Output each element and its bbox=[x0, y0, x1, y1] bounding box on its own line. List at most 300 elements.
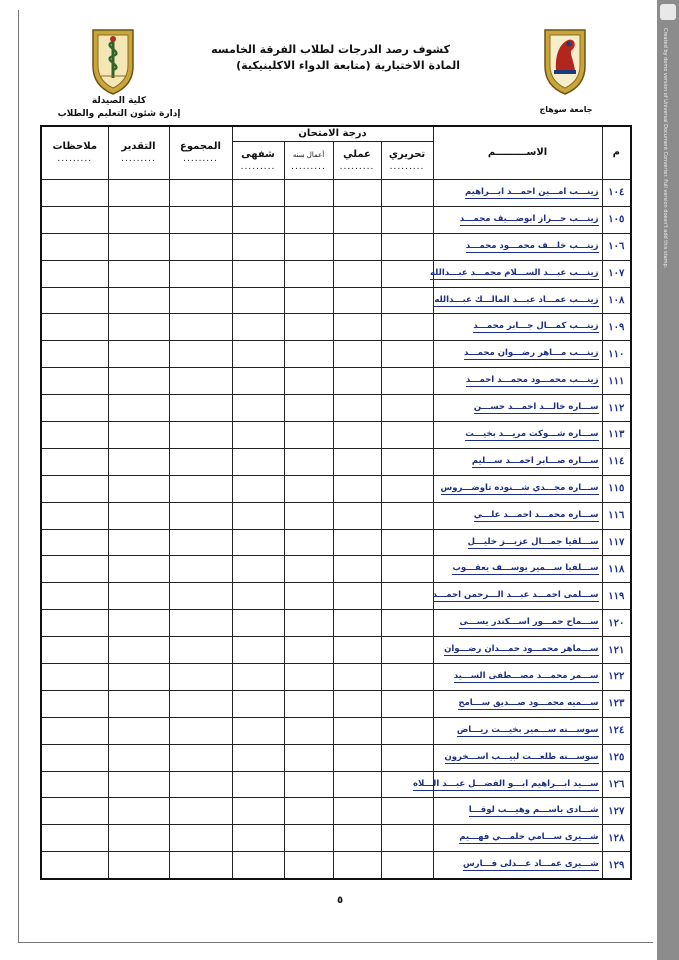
notes-cell bbox=[41, 502, 108, 529]
oral-cell bbox=[232, 637, 284, 664]
grade-cell bbox=[108, 395, 169, 422]
written-cell bbox=[381, 798, 433, 825]
practical-cell bbox=[333, 448, 381, 475]
student-name: ســـاره محمـــد احمـــد علـــي bbox=[473, 509, 599, 520]
table-row bbox=[41, 744, 631, 771]
total-cell bbox=[169, 664, 232, 691]
student-name: زينـــب مـــاهر رضـــوان محمـــد bbox=[464, 348, 599, 359]
student-name-cell bbox=[433, 475, 602, 502]
table-row bbox=[41, 852, 631, 879]
student-name: شـــيرى عمـــاد عـــدلى فـــارس bbox=[462, 859, 599, 870]
written-cell bbox=[381, 852, 433, 879]
written-cell bbox=[381, 583, 433, 610]
student-name-cell bbox=[433, 852, 602, 879]
row-number: ١١٥ bbox=[602, 475, 631, 502]
student-name: زينـــب عمـــاد عبـــد المالـــك عبـــدالله bbox=[434, 294, 599, 305]
notes-cell bbox=[41, 368, 108, 395]
practical-cell bbox=[333, 260, 381, 287]
total-cell bbox=[169, 556, 232, 583]
notes-cell bbox=[41, 852, 108, 879]
table-row bbox=[41, 556, 631, 583]
notes-cell bbox=[41, 583, 108, 610]
grades-table bbox=[40, 125, 632, 880]
scanner-watermark-text: Created by demo version of Universal Document Converter. Full version doesn't add this stamp. bbox=[662, 28, 668, 269]
student-name: زينـــب امـــين احمـــد ابـــراهيم bbox=[464, 186, 599, 197]
notes-cell bbox=[41, 556, 108, 583]
practical-cell bbox=[333, 206, 381, 233]
row-number: ١١٢ bbox=[602, 395, 631, 422]
student-name-cell bbox=[433, 448, 602, 475]
header-dots: ......... bbox=[389, 161, 425, 172]
page-number: ٥ bbox=[336, 895, 344, 906]
student-name: ســـيد ابـــراهيم ابـــو الفضـــل عبـــد الـــلاه bbox=[412, 778, 599, 789]
practical-cell bbox=[333, 637, 381, 664]
oral-cell bbox=[232, 448, 284, 475]
practical-cell bbox=[333, 690, 381, 717]
grade-cell bbox=[108, 556, 169, 583]
row-number: ١٢٢ bbox=[602, 664, 631, 691]
grade-cell bbox=[108, 583, 169, 610]
year-work-cell bbox=[284, 529, 333, 556]
table-row bbox=[41, 206, 631, 233]
year-work-cell bbox=[284, 341, 333, 368]
written-cell bbox=[381, 341, 433, 368]
student-name-cell bbox=[412, 771, 602, 798]
total-cell bbox=[169, 233, 232, 260]
student-name: زينـــب كمـــال جـــابر محمـــد bbox=[473, 321, 599, 332]
total-cell bbox=[169, 475, 232, 502]
practical-cell bbox=[333, 422, 381, 449]
written-cell bbox=[381, 260, 433, 287]
written-cell bbox=[381, 502, 433, 529]
student-name: سوســـنه طلعـــت لبيـــب اســـخرون bbox=[444, 751, 599, 762]
scanner-logo-icon bbox=[660, 4, 676, 20]
row-number: ١٠٥ bbox=[602, 206, 631, 233]
university-name: جامعة سوهاج bbox=[539, 105, 593, 114]
row-number: ١١١ bbox=[602, 368, 631, 395]
student-name: شـــادى باســـم وهيـــب لوقـــا bbox=[468, 805, 599, 816]
student-name-cell bbox=[433, 637, 602, 664]
table-row bbox=[41, 448, 631, 475]
college-name: كلية الصيدلة bbox=[91, 96, 147, 106]
student-name: زينـــب محمـــود محمـــد احمـــد bbox=[465, 375, 599, 386]
row-number: ١٢١ bbox=[602, 637, 631, 664]
student-name: زينـــب عبـــد الســـلام محمـــد عبـــدالله bbox=[430, 267, 599, 278]
notes-cell bbox=[41, 395, 108, 422]
oral-cell bbox=[232, 368, 284, 395]
year-work-cell bbox=[284, 368, 333, 395]
table-row bbox=[41, 395, 631, 422]
grade-cell bbox=[108, 610, 169, 637]
course-title: المادة الاختيارية (متابعة الدواء الاكلينيكية) bbox=[236, 59, 460, 72]
year-work-cell bbox=[284, 690, 333, 717]
year-work-cell bbox=[284, 771, 333, 798]
total-cell bbox=[169, 180, 232, 207]
student-name-cell bbox=[433, 422, 602, 449]
header-dots: ......... bbox=[339, 161, 375, 172]
notes-cell bbox=[41, 744, 108, 771]
row-number: ١١٧ bbox=[602, 529, 631, 556]
notes-cell bbox=[41, 717, 108, 744]
year-work-cell bbox=[284, 717, 333, 744]
row-number: ١٢٣ bbox=[602, 690, 631, 717]
year-work-cell bbox=[284, 260, 333, 287]
grade-cell bbox=[108, 637, 169, 664]
table-row bbox=[41, 287, 631, 314]
row-number: ١٢٥ bbox=[602, 744, 631, 771]
student-name-cell bbox=[433, 717, 602, 744]
year-work-cell bbox=[284, 206, 333, 233]
oral-cell bbox=[232, 475, 284, 502]
table-row bbox=[41, 260, 631, 287]
written-cell bbox=[381, 206, 433, 233]
year-work-cell bbox=[284, 287, 333, 314]
year-work-cell bbox=[284, 744, 333, 771]
total-cell bbox=[169, 825, 232, 852]
written-cell bbox=[381, 314, 433, 341]
row-number: ١١٣ bbox=[602, 422, 631, 449]
total-cell bbox=[169, 368, 232, 395]
written-cell bbox=[381, 744, 433, 771]
student-name-cell bbox=[433, 233, 602, 260]
total-cell bbox=[169, 287, 232, 314]
notes-cell bbox=[41, 529, 108, 556]
row-number: ١٢٩ bbox=[602, 852, 631, 879]
student-name-cell bbox=[433, 690, 602, 717]
table-row bbox=[41, 529, 631, 556]
student-name: ســـلمى احمـــد عبـــد الـــرحمن احمـــد bbox=[432, 590, 599, 601]
total-cell bbox=[169, 395, 232, 422]
practical-cell bbox=[333, 180, 381, 207]
grade-cell bbox=[108, 690, 169, 717]
header-written: تحريري ......... bbox=[381, 142, 433, 180]
grade-cell bbox=[108, 475, 169, 502]
row-number: ١٢٤ bbox=[602, 717, 631, 744]
oral-cell bbox=[232, 422, 284, 449]
notes-cell bbox=[41, 690, 108, 717]
notes-cell bbox=[41, 233, 108, 260]
practical-cell bbox=[333, 852, 381, 879]
student-name: ســـاره شـــوكت مريـــد بخيـــت bbox=[465, 428, 599, 439]
written-cell bbox=[381, 475, 433, 502]
table-row bbox=[41, 664, 631, 691]
practical-cell bbox=[333, 664, 381, 691]
year-work-cell bbox=[284, 475, 333, 502]
practical-cell bbox=[333, 368, 381, 395]
student-name-cell bbox=[433, 798, 602, 825]
notes-cell bbox=[41, 260, 108, 287]
header-exam-group: درجة الامتحان bbox=[232, 126, 433, 142]
department-name: إدارة شئون التعليم والطلاب bbox=[57, 109, 181, 119]
oral-cell bbox=[232, 206, 284, 233]
row-number: ١٢٧ bbox=[602, 798, 631, 825]
total-cell bbox=[169, 744, 232, 771]
student-name: ســـماح حمـــور اســـكندر يســـى bbox=[459, 617, 599, 628]
written-cell bbox=[381, 287, 433, 314]
row-number: ١٠٨ bbox=[602, 287, 631, 314]
student-name-cell bbox=[433, 180, 602, 207]
table-row bbox=[41, 825, 631, 852]
table-row bbox=[41, 690, 631, 717]
notes-cell bbox=[41, 287, 108, 314]
total-cell bbox=[169, 610, 232, 637]
oral-cell bbox=[232, 395, 284, 422]
grade-cell bbox=[108, 422, 169, 449]
student-name: ســـاره خالـــد احمـــد حســـن bbox=[473, 402, 599, 413]
practical-cell bbox=[333, 771, 381, 798]
year-work-cell bbox=[284, 583, 333, 610]
practical-cell bbox=[333, 314, 381, 341]
table-row bbox=[41, 233, 631, 260]
header-practical: عملي ......... bbox=[333, 142, 381, 180]
grade-cell bbox=[108, 798, 169, 825]
pharmacy-faculty-logo-icon bbox=[87, 26, 139, 96]
total-cell bbox=[169, 771, 232, 798]
oral-cell bbox=[232, 744, 284, 771]
table-row bbox=[41, 314, 631, 341]
practical-cell bbox=[333, 556, 381, 583]
student-name: شـــيرى ســـامي حلمـــي فهـــيم bbox=[459, 832, 599, 843]
grade-cell bbox=[108, 314, 169, 341]
total-cell bbox=[169, 852, 232, 879]
table-row bbox=[41, 637, 631, 664]
grade-cell bbox=[108, 529, 169, 556]
student-name-cell bbox=[433, 556, 602, 583]
oral-cell bbox=[232, 664, 284, 691]
practical-cell bbox=[333, 798, 381, 825]
row-number: ١٠٦ bbox=[602, 233, 631, 260]
written-cell bbox=[381, 664, 433, 691]
student-name: ســـاره مجـــدي شـــنوده تاوضـــروس bbox=[440, 482, 599, 493]
practical-cell bbox=[333, 529, 381, 556]
notes-cell bbox=[41, 341, 108, 368]
student-name-cell bbox=[433, 744, 602, 771]
student-name: سوســـنه ســـمير بخيـــت ريـــاض bbox=[456, 724, 599, 735]
student-name-cell bbox=[433, 502, 602, 529]
notes-cell bbox=[41, 180, 108, 207]
row-number: ١٠٤ bbox=[602, 180, 631, 207]
total-cell bbox=[169, 448, 232, 475]
total-cell bbox=[169, 314, 232, 341]
scanner-side-strip bbox=[657, 0, 679, 960]
year-work-cell bbox=[284, 502, 333, 529]
year-work-cell bbox=[284, 314, 333, 341]
oral-cell bbox=[232, 798, 284, 825]
oral-cell bbox=[232, 341, 284, 368]
practical-cell bbox=[333, 583, 381, 610]
practical-cell bbox=[333, 233, 381, 260]
oral-cell bbox=[232, 852, 284, 879]
oral-cell bbox=[232, 529, 284, 556]
student-name-cell bbox=[433, 395, 602, 422]
total-cell bbox=[169, 502, 232, 529]
table-row bbox=[41, 475, 631, 502]
table-row bbox=[41, 771, 631, 798]
grade-cell bbox=[108, 233, 169, 260]
student-name: زينـــب حـــراز ابوضـــيف محمـــد bbox=[459, 213, 599, 224]
student-name-cell bbox=[433, 368, 602, 395]
student-name: ســـاره صـــابر احمـــد ســـليم bbox=[471, 455, 599, 466]
written-cell bbox=[381, 690, 433, 717]
practical-cell bbox=[333, 502, 381, 529]
student-name-cell bbox=[433, 610, 602, 637]
table-row bbox=[41, 502, 631, 529]
grade-cell bbox=[108, 664, 169, 691]
oral-cell bbox=[232, 717, 284, 744]
year-work-cell bbox=[284, 637, 333, 664]
student-name: زينـــب خلـــف محمـــود محمـــد bbox=[465, 240, 599, 251]
year-work-cell bbox=[284, 852, 333, 879]
student-name-cell bbox=[430, 260, 602, 287]
grade-cell bbox=[108, 287, 169, 314]
header-name: الاســـــــــم bbox=[433, 126, 602, 180]
oral-cell bbox=[232, 690, 284, 717]
oral-cell bbox=[232, 260, 284, 287]
student-name-cell bbox=[433, 825, 602, 852]
year-work-cell bbox=[284, 825, 333, 852]
total-cell bbox=[169, 637, 232, 664]
header-year-work: أعمال سنه ......... bbox=[284, 142, 333, 180]
student-name-cell bbox=[433, 583, 602, 610]
written-cell bbox=[381, 448, 433, 475]
report-title: كشوف رصد الدرجات لطلاب الفرقة الخامسه bbox=[211, 43, 450, 56]
grade-cell bbox=[108, 717, 169, 744]
oral-cell bbox=[232, 233, 284, 260]
notes-cell bbox=[41, 422, 108, 449]
year-work-cell bbox=[284, 798, 333, 825]
row-number: ١١٤ bbox=[602, 448, 631, 475]
oral-cell bbox=[232, 771, 284, 798]
year-work-cell bbox=[284, 448, 333, 475]
student-name: ســـماهر محمـــود حمـــدان رضـــوان bbox=[444, 644, 599, 655]
written-cell bbox=[381, 395, 433, 422]
practical-cell bbox=[333, 395, 381, 422]
student-name-cell bbox=[433, 287, 602, 314]
year-work-cell bbox=[284, 610, 333, 637]
grade-cell bbox=[108, 502, 169, 529]
row-number: ١٢٠ bbox=[602, 610, 631, 637]
oral-cell bbox=[232, 180, 284, 207]
oral-cell bbox=[232, 502, 284, 529]
table-row bbox=[41, 583, 631, 610]
oral-cell bbox=[232, 287, 284, 314]
total-cell bbox=[169, 422, 232, 449]
total-cell bbox=[169, 206, 232, 233]
header-grade: التقدير ......... bbox=[108, 126, 169, 180]
notes-cell bbox=[41, 475, 108, 502]
row-number: ١١٨ bbox=[602, 556, 631, 583]
oral-cell bbox=[232, 825, 284, 852]
header-dots: ......... bbox=[57, 154, 93, 164]
notes-cell bbox=[41, 206, 108, 233]
notes-cell bbox=[41, 637, 108, 664]
notes-cell bbox=[41, 798, 108, 825]
header-dots: ......... bbox=[240, 161, 276, 172]
total-cell bbox=[169, 583, 232, 610]
written-cell bbox=[381, 637, 433, 664]
table-row bbox=[41, 180, 631, 207]
notes-cell bbox=[41, 825, 108, 852]
header-dots: ......... bbox=[291, 161, 326, 172]
table-row bbox=[41, 610, 631, 637]
header-notes: ملاحظات ......... bbox=[41, 126, 108, 180]
row-number: ١٠٩ bbox=[602, 314, 631, 341]
year-work-cell bbox=[284, 664, 333, 691]
sohag-university-logo-icon bbox=[539, 26, 591, 96]
total-cell bbox=[169, 717, 232, 744]
practical-cell bbox=[333, 744, 381, 771]
year-work-cell bbox=[284, 180, 333, 207]
written-cell bbox=[381, 717, 433, 744]
oral-cell bbox=[232, 610, 284, 637]
table-row bbox=[41, 798, 631, 825]
header-dots: ......... bbox=[183, 154, 218, 164]
table-row bbox=[41, 717, 631, 744]
oral-cell bbox=[232, 583, 284, 610]
written-cell bbox=[381, 368, 433, 395]
student-name: ســـلفيا ســـمير يوســـف يعقـــوب bbox=[452, 563, 599, 574]
student-name-cell bbox=[433, 314, 602, 341]
row-number: ١٢٨ bbox=[602, 825, 631, 852]
grade-cell bbox=[108, 206, 169, 233]
student-name-cell bbox=[433, 206, 602, 233]
grade-cell bbox=[108, 771, 169, 798]
student-name: ســـلفيا جمـــال عزيـــز خليـــل bbox=[467, 536, 599, 547]
row-number: ١٢٦ bbox=[602, 771, 631, 798]
row-number: ١٠٧ bbox=[602, 260, 631, 287]
year-work-cell bbox=[284, 422, 333, 449]
written-cell bbox=[381, 825, 433, 852]
header-dots: ......... bbox=[121, 154, 156, 164]
written-cell bbox=[381, 610, 433, 637]
total-cell bbox=[169, 690, 232, 717]
grade-cell bbox=[108, 368, 169, 395]
practical-cell bbox=[333, 610, 381, 637]
notes-cell bbox=[41, 664, 108, 691]
student-name-cell bbox=[433, 341, 602, 368]
row-number: ١١٦ bbox=[602, 502, 631, 529]
oral-cell bbox=[232, 314, 284, 341]
practical-cell bbox=[333, 287, 381, 314]
notes-cell bbox=[41, 610, 108, 637]
table-row bbox=[41, 341, 631, 368]
student-name: ســـميه محمـــود صـــديق ســـامح bbox=[458, 697, 599, 708]
header-oral: شفهى ......... bbox=[232, 142, 284, 180]
year-work-cell bbox=[284, 233, 333, 260]
written-cell bbox=[381, 422, 433, 449]
notes-cell bbox=[41, 771, 108, 798]
practical-cell bbox=[333, 717, 381, 744]
grade-cell bbox=[108, 341, 169, 368]
total-cell bbox=[169, 260, 232, 287]
year-work-cell bbox=[284, 395, 333, 422]
year-work-cell bbox=[284, 556, 333, 583]
grade-cell bbox=[108, 448, 169, 475]
grade-cell bbox=[108, 852, 169, 879]
notes-cell bbox=[41, 448, 108, 475]
practical-cell bbox=[333, 341, 381, 368]
notes-cell bbox=[41, 314, 108, 341]
student-name-cell bbox=[433, 529, 602, 556]
table-row bbox=[41, 368, 631, 395]
header-number: م bbox=[602, 126, 631, 180]
total-cell bbox=[169, 798, 232, 825]
grade-cell bbox=[108, 744, 169, 771]
row-number: ١١٠ bbox=[602, 341, 631, 368]
total-cell bbox=[169, 529, 232, 556]
grade-cell bbox=[108, 180, 169, 207]
written-cell bbox=[381, 529, 433, 556]
